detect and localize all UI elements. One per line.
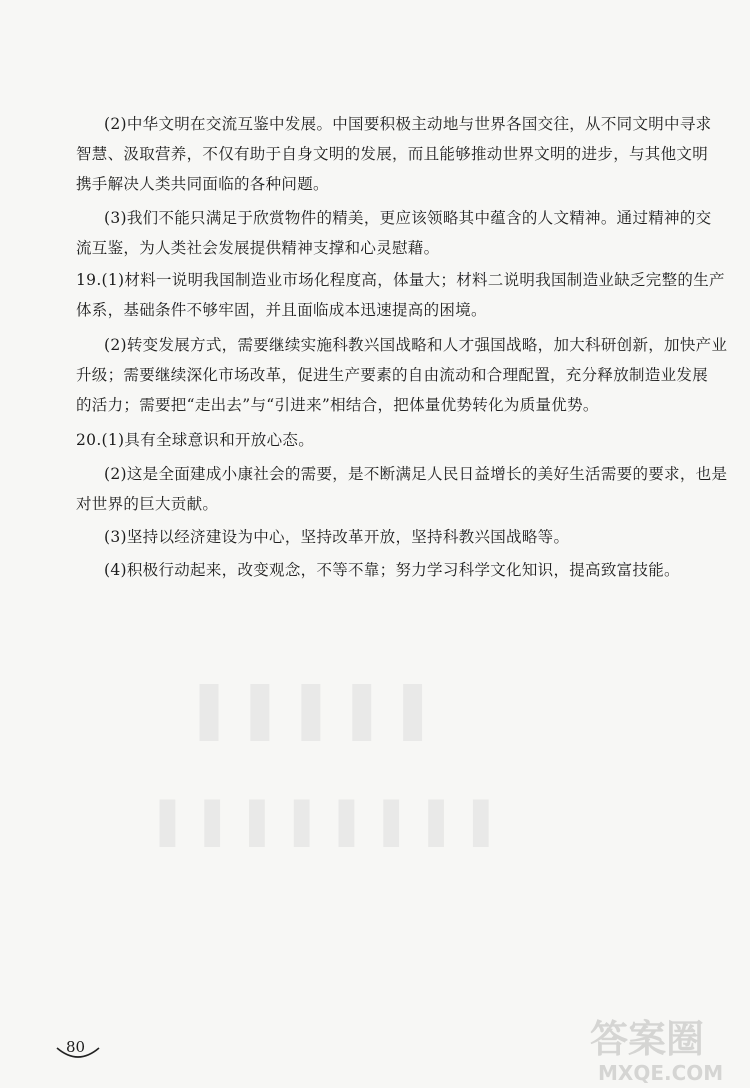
answer-line: 体系，基础条件不够牢固，并且面临成本迅速提高的困境。 xyxy=(76,301,487,319)
answer-line: 流互鉴，为人类社会发展提供精神支撑和心灵慰藉。 xyxy=(76,239,440,257)
answer-line: 携手解决人类共同面临的各种问题。 xyxy=(76,175,329,193)
answer-line: (3)坚持以经济建设为中心，坚持改革开放，坚持科教兴国战略等。 xyxy=(104,528,570,546)
page-number: 80 xyxy=(66,1038,86,1056)
answer-line: (3)我们不能只满足于欣赏物件的精美，更应该领略其中蕴含的人文精神。通过精神的交 xyxy=(104,209,712,227)
answer-line: (2)转变发展方式，需要继续实施科教兴国战略和人才强国战略，加大科研创新，加快产业 xyxy=(104,336,728,354)
answer-line: (4)积极行动起来，改变观念，不等不靠；努力学习科学文化知识，提高致富技能。 xyxy=(104,561,680,579)
answer-line: 智慧、汲取营养，不仅有助于自身文明的发展，而且能够推动世界文明的进步，与其他文明 xyxy=(76,145,709,163)
answer-line: 的活力；需要把“走出去”与“引进来”相结合，把体量优势转化为质量优势。 xyxy=(76,396,599,414)
bleed-through-text: ▌▌▌▌▌ xyxy=(200,685,455,741)
watermark-bottom-text: MXQE.COM xyxy=(598,1061,724,1085)
answer-line: 对世界的巨大贡献。 xyxy=(76,495,219,513)
question-19-line: 19.(1)材料一说明我国制造业市场化程度高，体量大；材料二说明我国制造业缺乏完整的生产 xyxy=(76,271,725,289)
question-20-line: 20.(1)具有全球意识和开放心态。 xyxy=(76,431,315,449)
bleed-through-text: ▌▌▌▌▌▌▌▌ xyxy=(160,800,519,847)
answer-line: (2)中华文明在交流互鉴中发展。中国要积极主动地与世界各国交往，从不同文明中寻求 xyxy=(104,115,712,133)
answer-line: (2)这是全面建成小康社会的需要，是不断满足人民日益增长的美好生活需要的要求，也是 xyxy=(104,465,728,483)
watermark-top-text: 答案圈 xyxy=(590,1017,705,1061)
answer-line: 升级；需要继续深化市场改革，促进生产要素的自由流动和合理配置，充分释放制造业发展 xyxy=(76,366,709,384)
watermark-logo xyxy=(580,1010,746,1086)
